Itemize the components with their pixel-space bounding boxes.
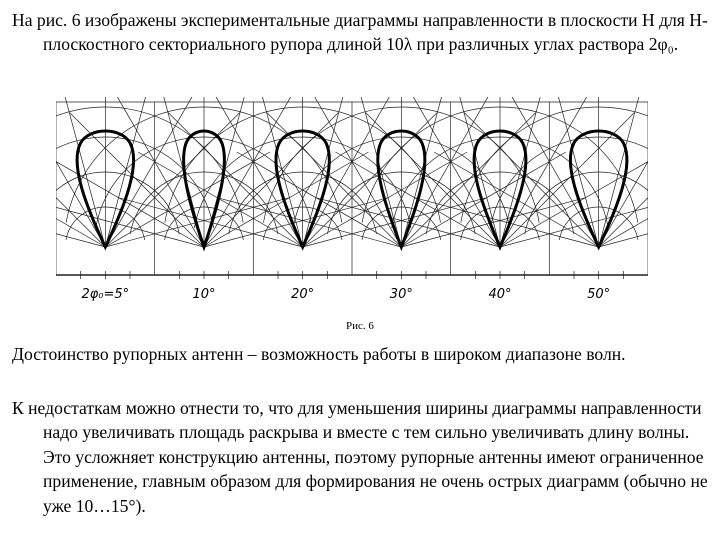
radial-grid-line — [500, 113, 634, 247]
panel-angle-label: 10° — [192, 287, 216, 302]
radial-grid-line — [70, 113, 204, 247]
radial-grid-line — [204, 113, 338, 247]
drawbacks-text: К недостаткам можно отнести то, что для уменьшения ширины диаграммы направленности надо увеличивать площадь раскрыва и вместе с тем сильно увеличивать длину волны. Это усложняет конструкцию антенны, поэтому рупорные антенны имеют ограниченное применение, главным образом для формирования не очень острых диаграмм (обычно не уже 10…15°). — [12, 398, 708, 516]
panel-angle-label: 40° — [488, 287, 512, 302]
radial-grid-line — [303, 113, 437, 247]
concentric-grid-arc — [525, 172, 648, 234]
radial-grid-line — [138, 152, 303, 247]
panel-angle-label: 50° — [587, 287, 611, 302]
figure-caption: Рис. 6 — [346, 320, 374, 332]
panel-angle-label: 20° — [291, 287, 315, 302]
panel-angle-label: 30° — [389, 287, 413, 302]
concentric-grid-arc — [56, 172, 179, 234]
advantage-text: Достоинство рупорных антенн – возможность работы в широком диапазоне волн. — [12, 344, 626, 364]
radial-grid-line — [464, 113, 598, 247]
radial-grid-line — [168, 113, 302, 247]
drawbacks-paragraph — [12, 396, 708, 518]
radial-grid-line — [434, 152, 599, 247]
radiation-pattern-figure — [56, 97, 648, 307]
intro-text: На рис. 6 изображены экспериментальные диаграммы направленности в плоскости Н для Н-плоскостного секториального рупора длиной 10λ при различных углах раствора 2φ₀. — [12, 10, 708, 55]
intro-paragraph — [12, 8, 708, 57]
radial-grid-line — [105, 113, 239, 247]
radial-grid-line — [366, 113, 500, 247]
advantage-paragraph — [12, 342, 708, 366]
panel-angle-label: 2φ₀=5° — [81, 287, 130, 302]
